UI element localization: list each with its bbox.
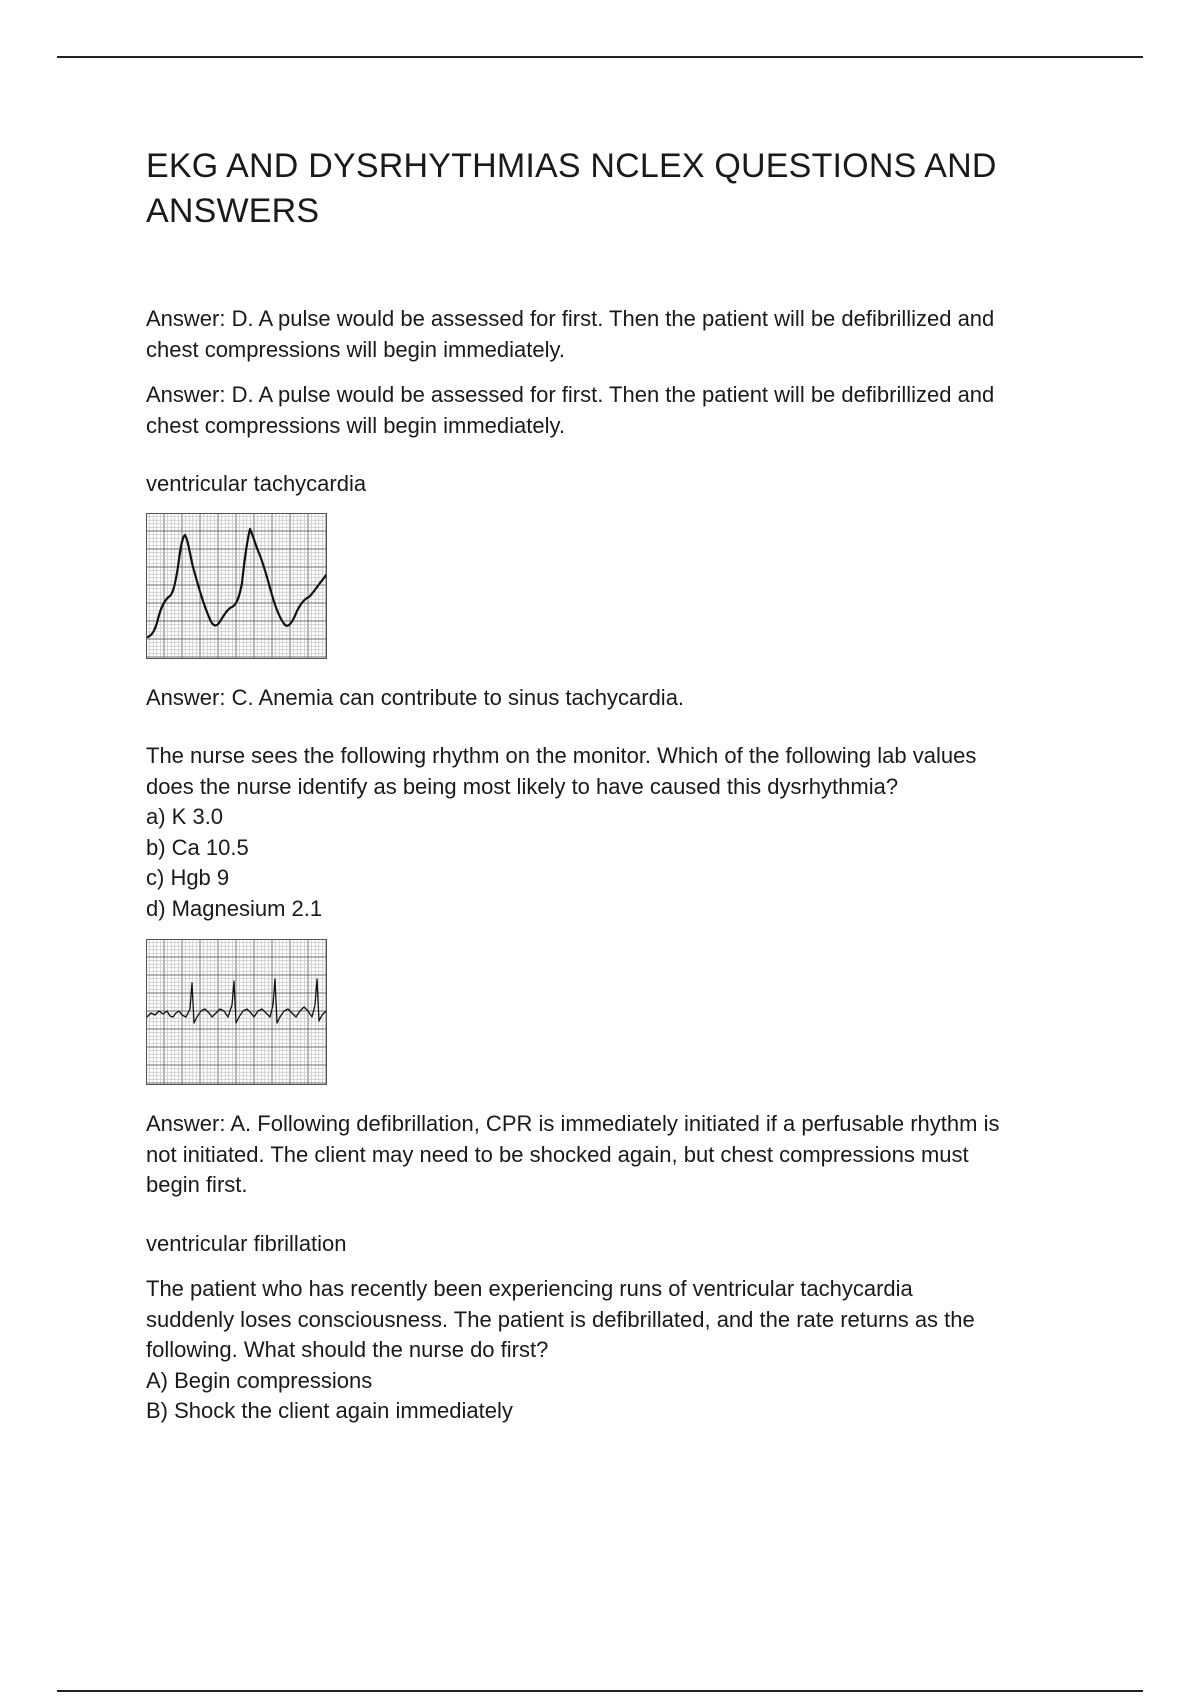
bottom-rule (57, 1690, 1143, 1692)
text-line: does the nurse identify as being most likely to have caused this dysrhythmia? (146, 773, 899, 799)
option-d: d) Magnesium 2.1 (146, 895, 323, 921)
ekg-strip-sinus-tachycardia (146, 939, 327, 1085)
option-b: b) Ca 10.5 (146, 834, 249, 860)
document-body (146, 144, 1106, 1442)
document-title (146, 144, 1106, 234)
text-line: Answer: C. Anemia can contribute to sinus tachycardia. (146, 684, 685, 710)
option-b: B) Shock the client again immediately (146, 1398, 513, 1423)
question-defibrillation (146, 1274, 1106, 1427)
text-line: suddenly loses consciousness. The patient is defibrillated, and the rate returns as the (146, 1306, 975, 1332)
option-a: a) K 3.0 (146, 804, 224, 829)
text-line: ventricular tachycardia (146, 471, 367, 496)
answer-paragraph-1 (146, 304, 1106, 365)
term-ventricular-tachycardia (146, 469, 1106, 500)
top-rule (57, 56, 1143, 58)
answer-paragraph-4 (146, 1109, 1106, 1201)
text-line: The nurse sees the following rhythm on the monitor. Which of the following lab values (146, 743, 977, 768)
term-ventricular-fibrillation (146, 1229, 1106, 1260)
ekg-strip-ventricular-tachycardia (146, 513, 327, 659)
answer-paragraph-3 (146, 683, 1106, 714)
text-line: begin first. (146, 1172, 248, 1197)
question-lab-values (146, 741, 1106, 924)
option-c: c) Hgb 9 (146, 865, 230, 890)
text-line: following. What should the nurse do first? (146, 1337, 549, 1362)
text-line: Answer: D. A pulse would be assessed for first. Then the patient will be defibrillized and (146, 306, 995, 331)
title-line-1: EKG AND DYSRHYTHMIAS NCLEX QUESTIONS AND (146, 147, 997, 185)
text-line: chest compressions will begin immediately. (146, 336, 565, 362)
text-line: Answer: A. Following defibrillation, CPR is immediately initiated if a perfusable rhythm is (146, 1111, 1000, 1136)
text-line: chest compressions will begin immediately. (146, 412, 565, 438)
text-line: ventricular fibrillation (146, 1230, 347, 1256)
option-a: A) Begin compressions (146, 1367, 373, 1393)
text-line: The patient who has recently been experiencing runs of ventricular tachycardia (146, 1276, 913, 1301)
title-line-2: ANSWERS (146, 192, 320, 230)
text-line: not initiated. The client may need to be shocked again, but chest compressions must (146, 1141, 969, 1167)
answer-paragraph-2 (146, 380, 1106, 441)
text-line: Answer: D. A pulse would be assessed for first. Then the patient will be defibrillized and (146, 382, 995, 407)
